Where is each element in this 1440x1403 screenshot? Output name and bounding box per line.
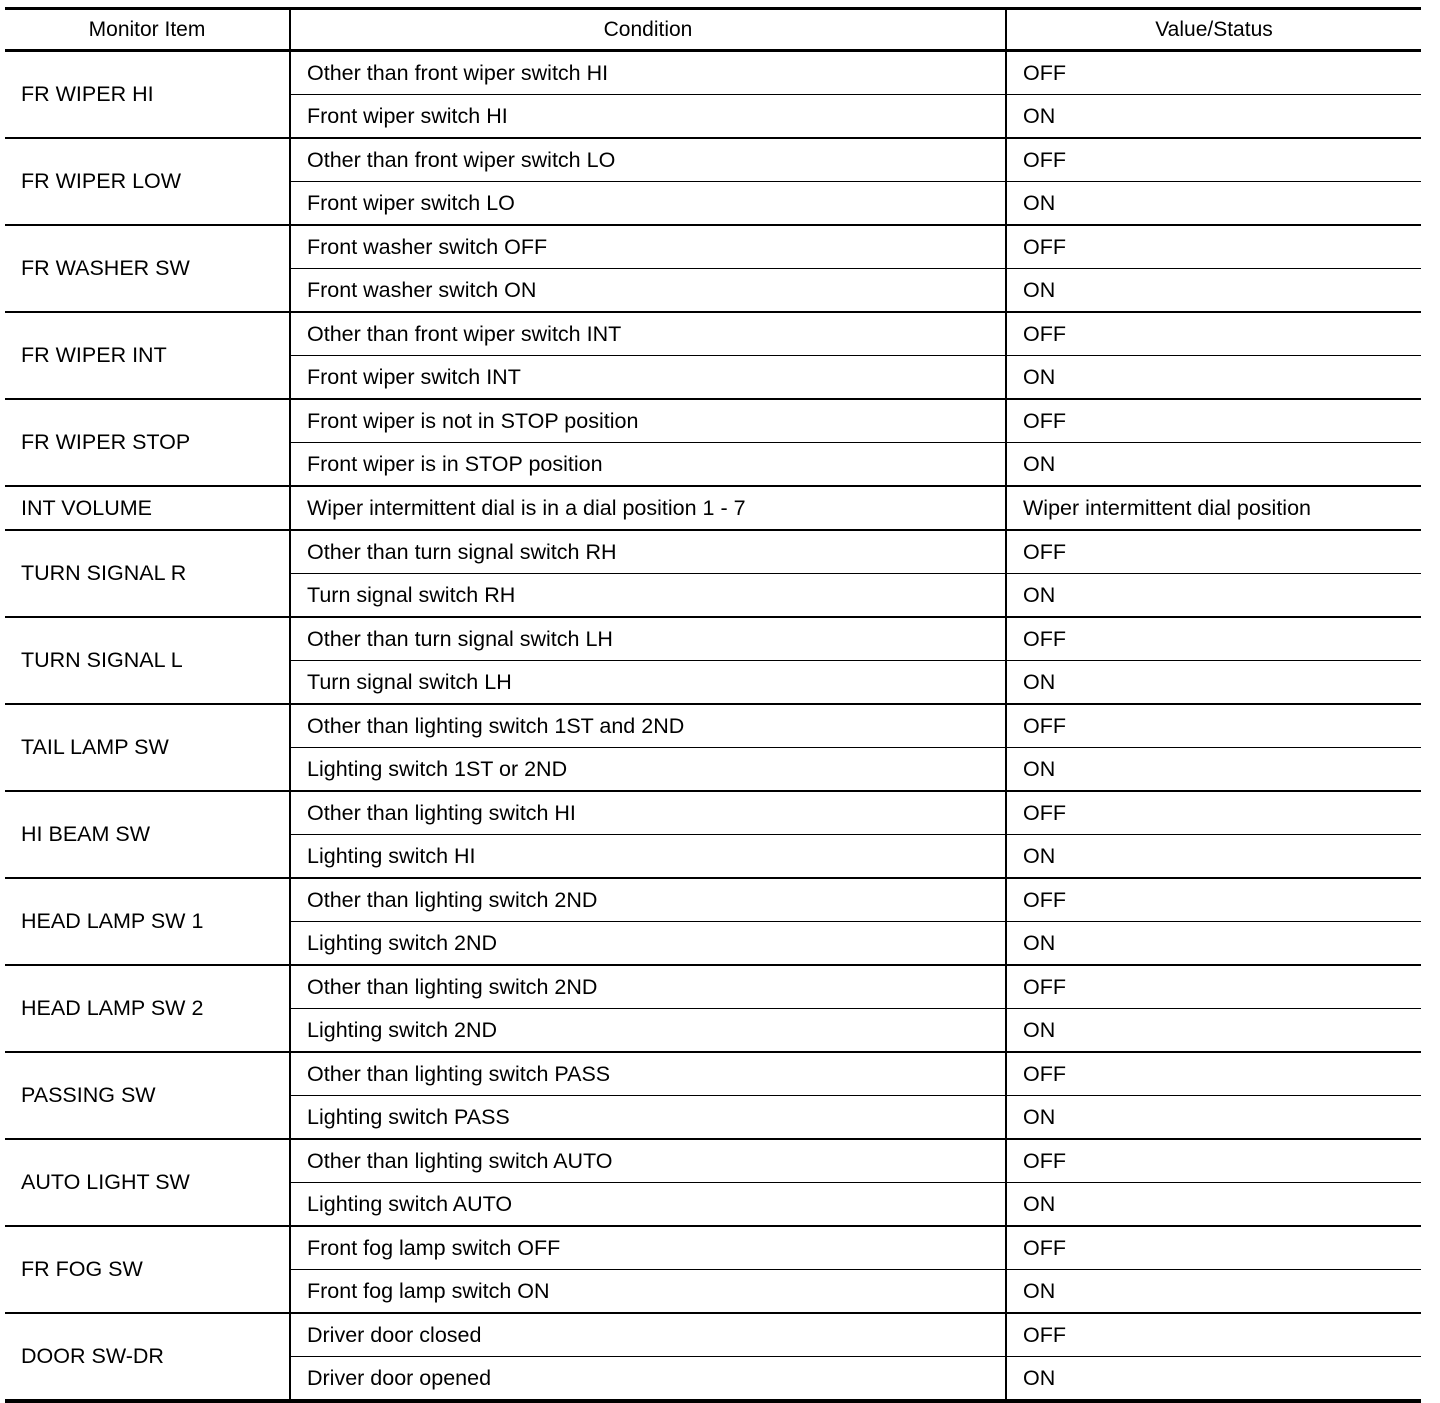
table-row xyxy=(5,1052,1421,1096)
condition-cell: Lighting switch 1ST or 2ND xyxy=(290,748,1006,792)
table-row xyxy=(5,878,1421,922)
table-header xyxy=(5,9,1421,51)
condition-cell: Lighting switch 2ND xyxy=(290,922,1006,966)
condition-cell: Other than front wiper switch INT xyxy=(290,312,1006,356)
header-condition: Condition xyxy=(290,9,1006,51)
value-status-cell: ON xyxy=(1006,1096,1421,1140)
condition-cell: Other than front wiper switch HI xyxy=(290,51,1006,95)
condition-cell: Front wiper is not in STOP position xyxy=(290,399,1006,443)
condition-cell: Other than lighting switch 2ND xyxy=(290,965,1006,1009)
monitor-item-cell: AUTO LIGHT SW xyxy=(5,1139,290,1226)
value-status-cell: OFF xyxy=(1006,399,1421,443)
table-row xyxy=(5,312,1421,356)
monitor-item-cell: TURN SIGNAL L xyxy=(5,617,290,704)
table-body xyxy=(5,51,1421,1402)
value-status-cell: ON xyxy=(1006,1183,1421,1227)
value-status-cell: OFF xyxy=(1023,60,1066,85)
table-row xyxy=(5,791,1421,835)
value-status-cell: OFF xyxy=(1006,1226,1421,1270)
value-status-cell: OFF xyxy=(1006,530,1421,574)
condition-cell: Other than lighting switch AUTO xyxy=(290,1139,1006,1183)
monitor-item-cell: DOOR SW-DR xyxy=(5,1313,290,1401)
monitor-item-cell: HI BEAM SW xyxy=(5,791,290,878)
value-status-cell: OFF xyxy=(1006,791,1421,835)
condition-cell: Front fog lamp switch ON xyxy=(290,1270,1006,1314)
value-status-cell: ON xyxy=(1006,95,1421,139)
table-row xyxy=(5,51,1421,95)
condition-cell: Other than lighting switch 2ND xyxy=(290,878,1006,922)
table-row xyxy=(5,138,1421,182)
monitor-item-cell: PASSING SW xyxy=(5,1052,290,1139)
monitor-item-cell: INT VOLUME xyxy=(5,486,290,530)
value-status-cell: OFF xyxy=(1006,225,1421,269)
header-monitor-item: Monitor Item xyxy=(5,9,290,51)
condition-cell: Front wiper switch INT xyxy=(290,356,1006,400)
value-status-cell: ON xyxy=(1006,922,1421,966)
value-status-cell: ON xyxy=(1006,269,1421,313)
monitor-item-cell: FR WASHER SW xyxy=(5,225,290,312)
value-status-cell: OFF xyxy=(1006,1313,1421,1357)
value-status-cell: ON xyxy=(1006,835,1421,879)
value-status-cell: OFF xyxy=(1006,312,1421,356)
table-row xyxy=(5,399,1421,443)
condition-cell: Other than lighting switch 1ST and 2ND xyxy=(290,704,1006,748)
value-status-cell: ON xyxy=(1006,661,1421,705)
condition-cell: Other than lighting switch HI xyxy=(290,791,1006,835)
table-row xyxy=(5,1313,1421,1357)
condition-cell: Turn signal switch RH xyxy=(290,574,1006,618)
table-row xyxy=(5,1139,1421,1183)
value-status-cell: ON xyxy=(1006,1270,1421,1314)
monitor-item-cell: FR WIPER HI xyxy=(5,51,290,139)
value-status-cell: OFF xyxy=(1006,617,1421,661)
header-row xyxy=(5,9,1421,51)
condition-cell: Wiper intermittent dial is in a dial position 1 - 7 xyxy=(290,486,1006,530)
monitor-table xyxy=(5,7,1421,1403)
condition-cell: Front fog lamp switch OFF xyxy=(290,1226,1006,1270)
value-status-cell: OFF xyxy=(1006,1139,1421,1183)
condition-cell: Lighting switch 2ND xyxy=(290,1009,1006,1053)
condition-cell: Driver door closed xyxy=(290,1313,1006,1357)
table-row xyxy=(5,530,1421,574)
condition-cell: Front washer switch ON xyxy=(290,269,1006,313)
condition-cell: Lighting switch PASS xyxy=(290,1096,1006,1140)
monitor-item-cell: FR WIPER LOW xyxy=(5,138,290,225)
table-row xyxy=(5,225,1421,269)
value-status-cell: ON xyxy=(1006,1357,1421,1402)
condition-cell: Other than turn signal switch RH xyxy=(290,530,1006,574)
value-status-cell: ON xyxy=(1006,574,1421,618)
value-status-cell: OFF xyxy=(1006,138,1421,182)
value-status-cell: ON xyxy=(1006,356,1421,400)
value-status-cell: Wiper intermittent dial position xyxy=(1006,486,1421,530)
condition-cell: Lighting switch AUTO xyxy=(290,1183,1006,1227)
table-row xyxy=(5,1226,1421,1270)
monitor-item-cell: FR FOG SW xyxy=(5,1226,290,1313)
table-row xyxy=(5,965,1421,1009)
header-value-status: Value/Status xyxy=(1006,9,1421,51)
condition-cell: Driver door opened xyxy=(290,1357,1006,1402)
value-status-cell: OFF xyxy=(1006,965,1421,1009)
monitor-item-cell: TAIL LAMP SW xyxy=(5,704,290,791)
condition-cell: Front washer switch OFF xyxy=(290,225,1006,269)
monitor-item-cell: HEAD LAMP SW 1 xyxy=(5,878,290,965)
value-status-cell: OFF xyxy=(1006,878,1421,922)
value-status-cell: OFF xyxy=(1006,704,1421,748)
monitor-item-cell: TURN SIGNAL R xyxy=(5,530,290,617)
monitor-item-cell: FR WIPER INT xyxy=(5,312,290,399)
monitor-item-cell: HEAD LAMP SW 2 xyxy=(5,965,290,1052)
table-row xyxy=(5,617,1421,661)
value-status-cell: OFF xyxy=(1006,1052,1421,1096)
monitor-item-cell: FR WIPER STOP xyxy=(5,399,290,486)
value-status-cell: ON xyxy=(1006,748,1421,792)
condition-cell: Front wiper is in STOP position xyxy=(290,443,1006,487)
condition-cell: Other than turn signal switch LH xyxy=(290,617,1006,661)
table-row xyxy=(5,704,1421,748)
condition-cell: Front wiper switch HI xyxy=(290,95,1006,139)
table-row xyxy=(5,486,1421,530)
condition-cell: Front wiper switch LO xyxy=(290,182,1006,226)
value-status-cell: ON xyxy=(1006,1009,1421,1053)
condition-cell: Lighting switch HI xyxy=(290,835,1006,879)
condition-cell: Other than lighting switch PASS xyxy=(290,1052,1006,1096)
condition-cell: Turn signal switch LH xyxy=(290,661,1006,705)
condition-cell: Other than front wiper switch LO xyxy=(290,138,1006,182)
value-status-cell: ON xyxy=(1006,182,1421,226)
value-status-cell: ON xyxy=(1006,443,1421,487)
